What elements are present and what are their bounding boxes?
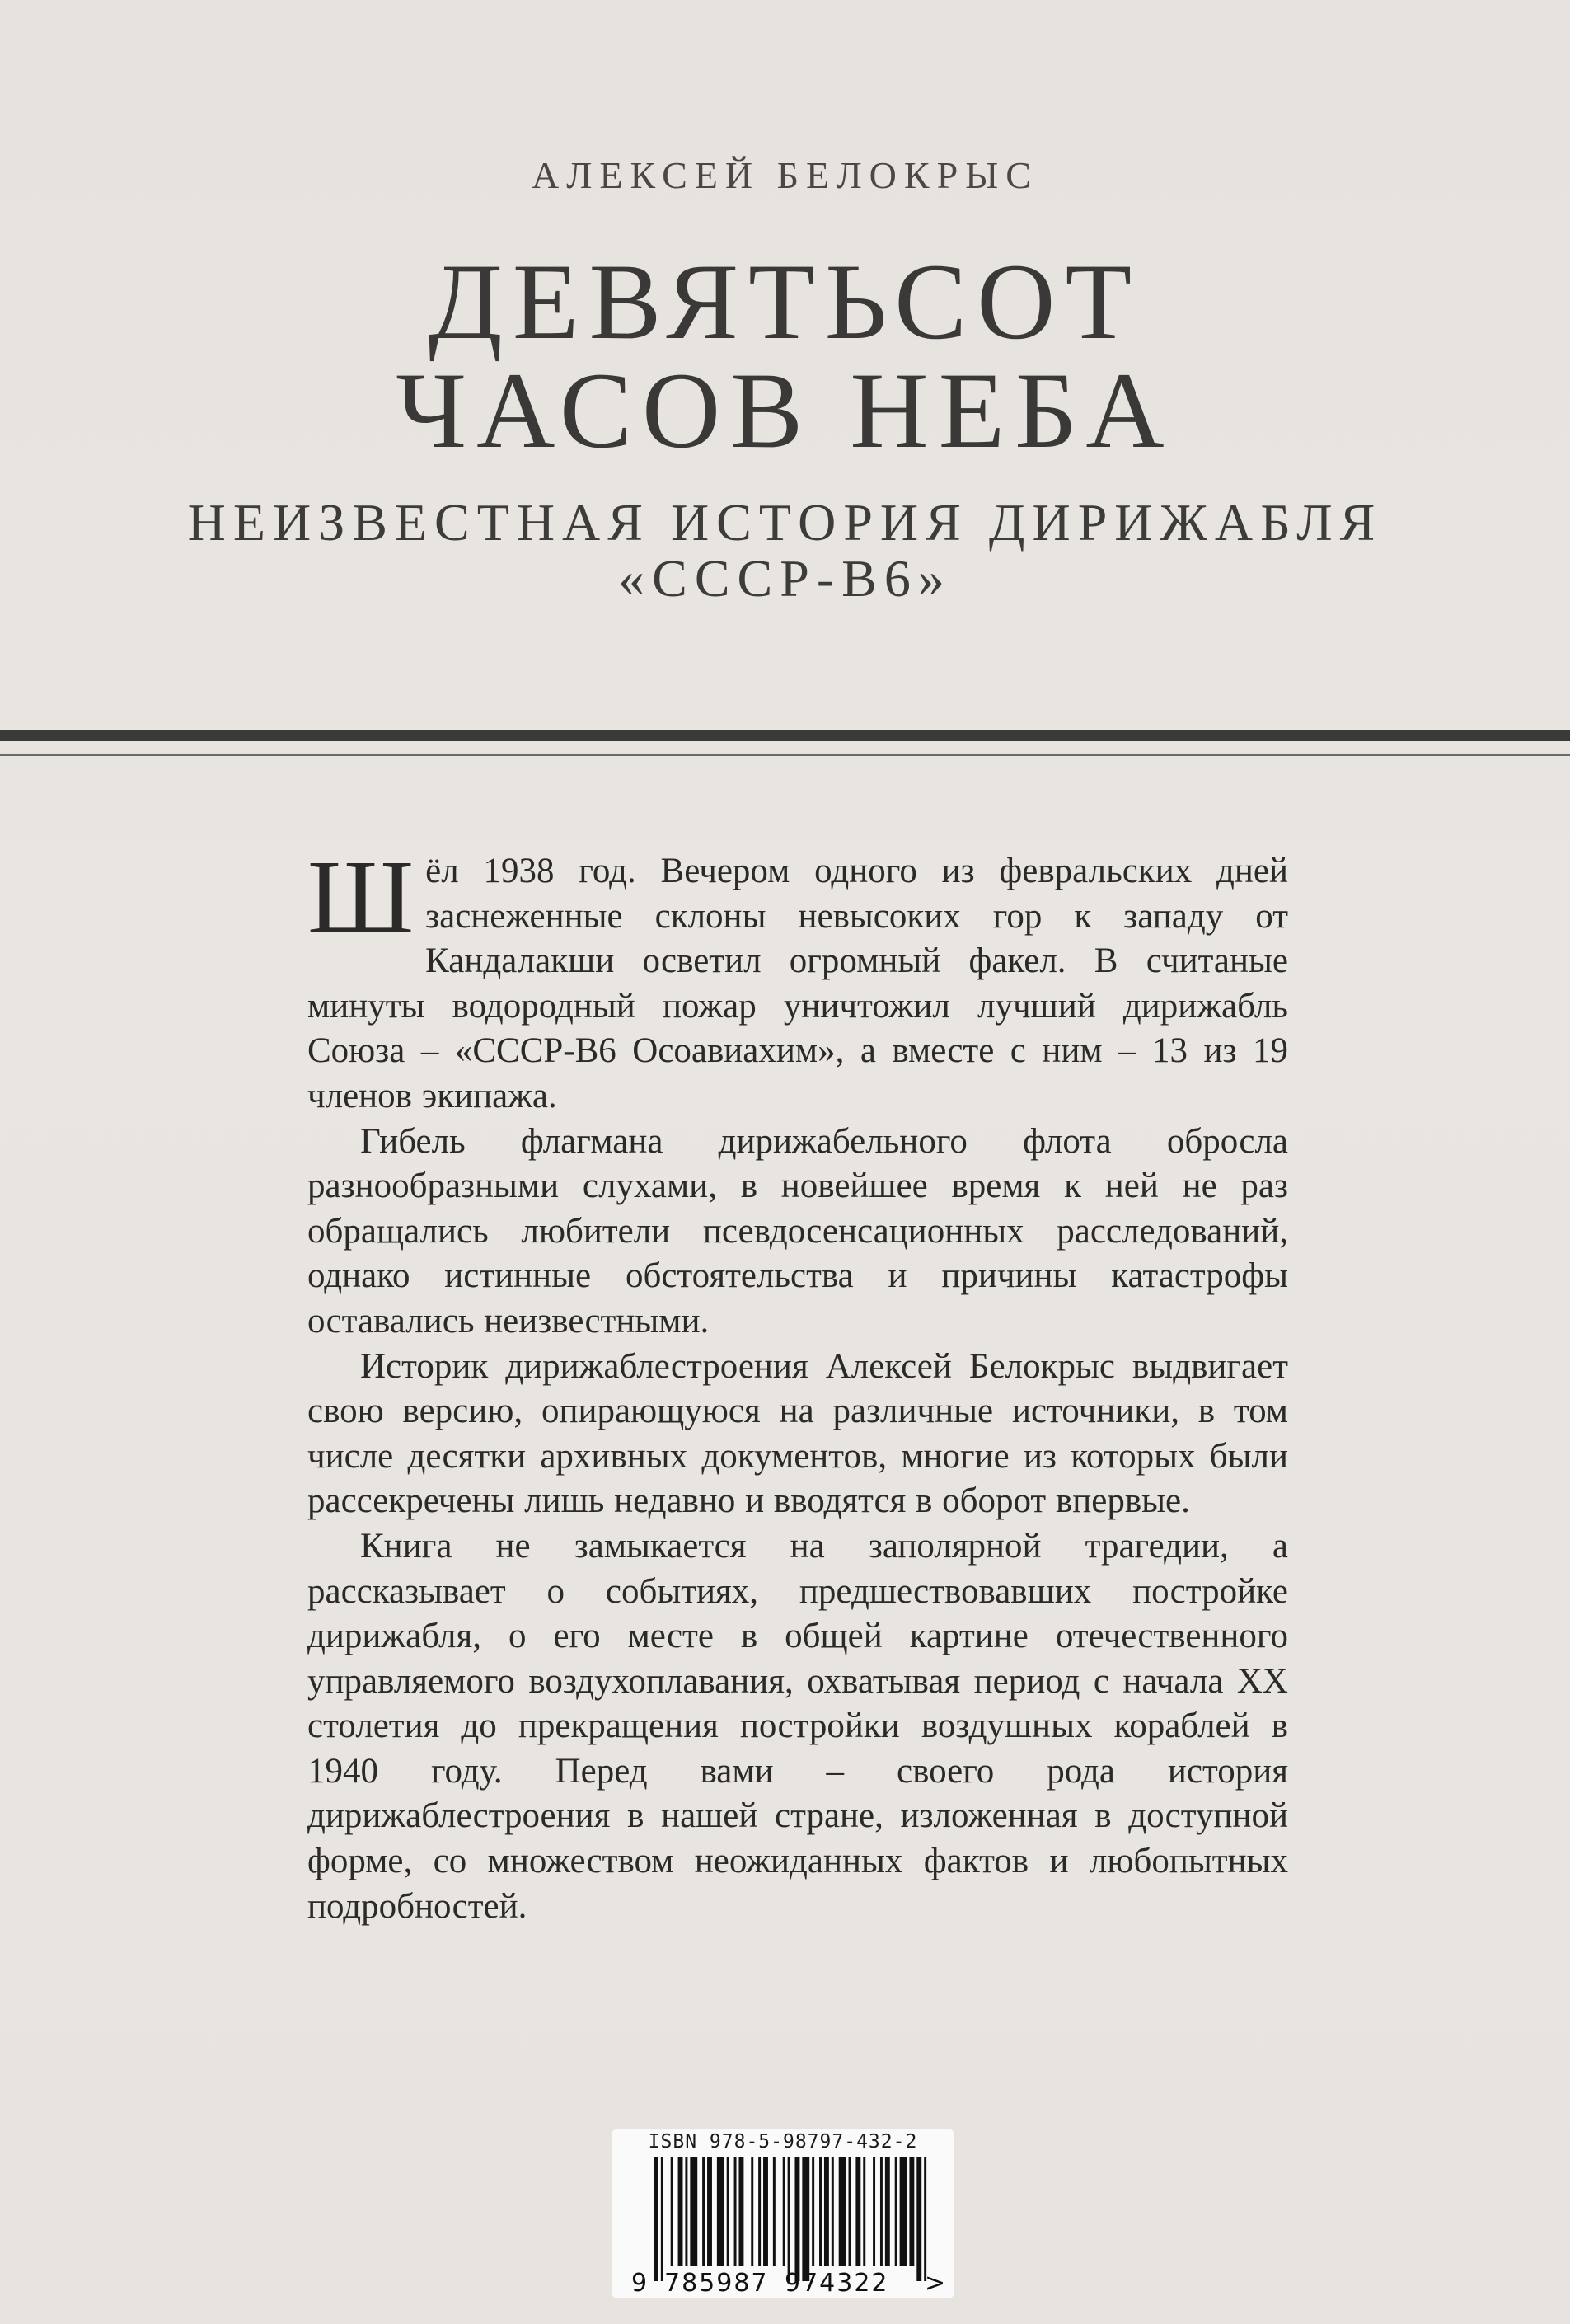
- paragraph-4: Книга не замыкается на заполярной трагедии, а рассказывает о событиях, предшествовавших постройке дирижабля, о его месте в общей картине отечественного управляемого воздухоплавания, охватывая период с начала XX столетия до прекращения постройки воздушных кораблей в 1940 году. Перед вами – своего рода история дирижаблестроения в нашей стране, изложенная в доступной форме, со множеством неожиданных фактов и любопытных подробностей.: [307, 1526, 1288, 1926]
- barcode-bar: [738, 2157, 743, 2266]
- divider-thick: [0, 730, 1570, 741]
- barcode-bar: [909, 2157, 914, 2266]
- barcode-icon: [654, 2157, 934, 2281]
- barcode-bar: [863, 2157, 865, 2266]
- barcode-bar: [900, 2157, 907, 2266]
- subtitle-line-1: НЕИЗВЕСТНАЯ ИСТОРИЯ ДИРИЖАБЛЯ: [187, 493, 1383, 552]
- barcode-bar: [671, 2157, 673, 2266]
- barcode-bar: [783, 2157, 785, 2266]
- barcode-bar: [924, 2157, 926, 2281]
- barcode-bar: [702, 2157, 705, 2266]
- barcode-bar: [678, 2157, 683, 2266]
- barcode-bar: [895, 2157, 897, 2266]
- barcode-bar: [916, 2157, 921, 2281]
- paragraph-2: Гибель флагмана дирижабельного флота обросла разнообразными слухами, в новейшее время к ней не раз обращались любители псевдосенсационных расследований, однако истинные обстоятельства и причины катастрофы оставались неизвестными.: [307, 1121, 1288, 1340]
- barcode-bar: [873, 2157, 875, 2266]
- barcode-digits-left: 785987: [664, 2269, 769, 2298]
- barcode-bar: [685, 2157, 687, 2266]
- barcode-bar: [654, 2157, 658, 2281]
- title-line-2: ЧАСОВ НЕБА: [396, 350, 1174, 471]
- barcode-bar: [717, 2157, 724, 2266]
- barcode-bar: [788, 2157, 790, 2281]
- barcode-bar: [690, 2157, 697, 2266]
- paragraph-3: Историк дирижаблестроения Алексей Белокрыс выдвигает свою версию, опирающуюся на различные источники, в том числе десятки архивных документов, многие из которых были рассекречены лишь недавно и вводятся в оборот впервые.: [307, 1346, 1288, 1521]
- title-line-1: ДЕВЯТЬСОТ: [428, 241, 1142, 362]
- barcode-arrow: >: [925, 2269, 946, 2298]
- book-subtitle: [0, 495, 1570, 607]
- barcode-bar: [832, 2157, 834, 2266]
- barcode-bar: [819, 2157, 822, 2266]
- isbn-number: ISBN 978-5-98797-432-2: [648, 2131, 918, 2153]
- barcode-bar: [839, 2157, 846, 2266]
- barcode-bar: [661, 2157, 663, 2281]
- barcode-digit-first: 9: [631, 2269, 648, 2298]
- subtitle-line-2: «СССР-В6»: [618, 549, 952, 608]
- paragraph-1-text: ёл 1938 год. Вечером одного из февральских дней заснеженные склоны невысоких гор к западу от Кандалакши осветил огромный факел. В считаные минуты водородный пожар уничтожил лучший дирижабль Союза – «СССР-В6 Осоавиахим», а вместе с ним – 13 из 19 членов экипажа.: [307, 852, 1288, 1115]
- barcode-bar: [802, 2157, 809, 2281]
- paragraph-1: [307, 838, 1288, 1120]
- barcode-bar: [758, 2157, 761, 2266]
- barcode-bar: [773, 2157, 776, 2266]
- author-name: АЛЕКСЕЙ БЕЛОКРЫС: [532, 154, 1038, 196]
- barcode-bar: [707, 2157, 712, 2266]
- divider-thin: [0, 754, 1570, 756]
- barcode-bar: [880, 2157, 883, 2266]
- barcode-bar: [794, 2157, 799, 2281]
- barcode-digits-right: 974322: [785, 2269, 889, 2298]
- barcode-bar: [727, 2157, 729, 2266]
- book-title: [0, 241, 1570, 471]
- drop-cap: Ш: [307, 838, 415, 955]
- barcode-bar: [812, 2157, 814, 2266]
- barcode-bar: [885, 2157, 890, 2266]
- barcode-bar: [751, 2157, 753, 2266]
- barcode-bar: [763, 2157, 768, 2266]
- barcode-bar: [849, 2157, 851, 2266]
- barcode-bar: [734, 2157, 737, 2266]
- barcode-bar: [855, 2157, 860, 2266]
- barcode-bar: [824, 2157, 829, 2266]
- annotation-text: [307, 838, 1288, 1929]
